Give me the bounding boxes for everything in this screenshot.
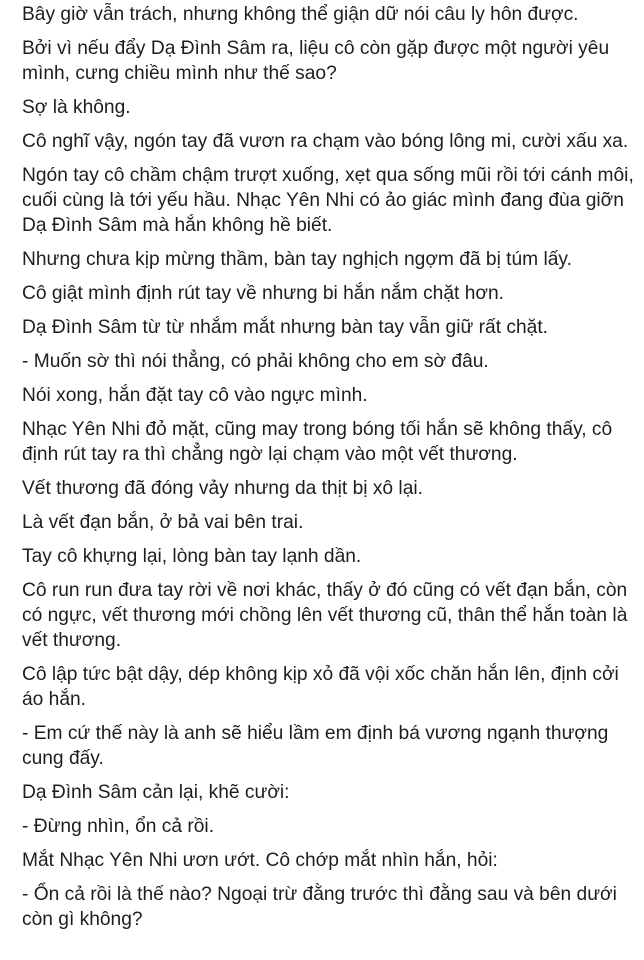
paragraph: Bây giờ vẫn trách, nhưng không thể giận dữ nói câu ly hôn được. xyxy=(22,4,579,25)
paragraph: - Đừng nhìn, ổn cả rồi. xyxy=(22,816,215,837)
paragraph: Cô run run đưa tay rời về nơi khác, thấy ở đó cũng có vết đạn bắn, còn có ngực, vết thương mới chồng lên vết thương cũ, thân thể hắn toàn là vết thương. xyxy=(22,580,628,651)
paragraph: Cô giật mình định rút tay về nhưng bi hắn nắm chặt hơn. xyxy=(22,283,504,304)
paragraph: Ngón tay cô chầm chậm trượt xuống, xẹt qua sống mũi rồi tới cánh môi, cuối cùng là tới yếu hầu. Nhạc Yên Nhi có ảo giác mình đang đùa giỡn Dạ Đình Sâm mà hắn không hề biết. xyxy=(22,165,634,236)
paragraph: - Muốn sờ thì nói thẳng, có phải không cho em sờ đâu. xyxy=(22,351,489,372)
paragraph: - Em cứ thế này là anh sẽ hiểu lầm em định bá vương ngạnh thượng cung đấy. xyxy=(22,723,609,769)
paragraph: Bởi vì nếu đẩy Dạ Đình Sâm ra, liệu cô còn gặp được một người yêu mình, cưng chiều mình như thế sao? xyxy=(22,38,610,84)
paragraph: Dạ Đình Sâm từ từ nhắm mắt nhưng bàn tay vẫn giữ rất chặt. xyxy=(22,317,548,338)
paragraph: Cô lập tức bật dậy, dép không kịp xỏ đã vội xốc chăn hắn lên, định cởi áo hắn. xyxy=(22,664,619,710)
paragraph: Sợ là không. xyxy=(22,97,131,118)
paragraph: Mắt Nhạc Yên Nhi ươn ướt. Cô chớp mắt nhìn hắn, hỏi: xyxy=(22,850,498,871)
paragraph: Nhạc Yên Nhi đỏ mặt, cũng may trong bóng tối hắn sẽ không thấy, cô định rút tay ra thì chẳng ngờ lại chạm vào một vết thương. xyxy=(22,419,613,465)
paragraph: Tay cô khựng lại, lòng bàn tay lạnh dần. xyxy=(22,546,362,567)
paragraph: Vết thương đã đóng vảy nhưng da thịt bị xô lại. xyxy=(22,478,423,499)
paragraph: Nhưng chưa kịp mừng thầm, bàn tay nghịch ngợm đã bị túm lấy. xyxy=(22,249,572,270)
paragraph: Cô nghĩ vậy, ngón tay đã vươn ra chạm vào bóng lông mi, cười xấu xa. xyxy=(22,131,629,152)
paragraph: Nói xong, hắn đặt tay cô vào ngực mình. xyxy=(22,385,368,406)
paragraph: Là vết đạn bắn, ở bả vai bên trai. xyxy=(22,512,304,533)
paragraph: - Ổn cả rồi là thế nào? Ngoại trừ đằng trước thì đằng sau và bên dưới còn gì không? xyxy=(22,884,617,930)
paragraph: Dạ Đình Sâm cản lại, khẽ cười: xyxy=(22,782,290,803)
